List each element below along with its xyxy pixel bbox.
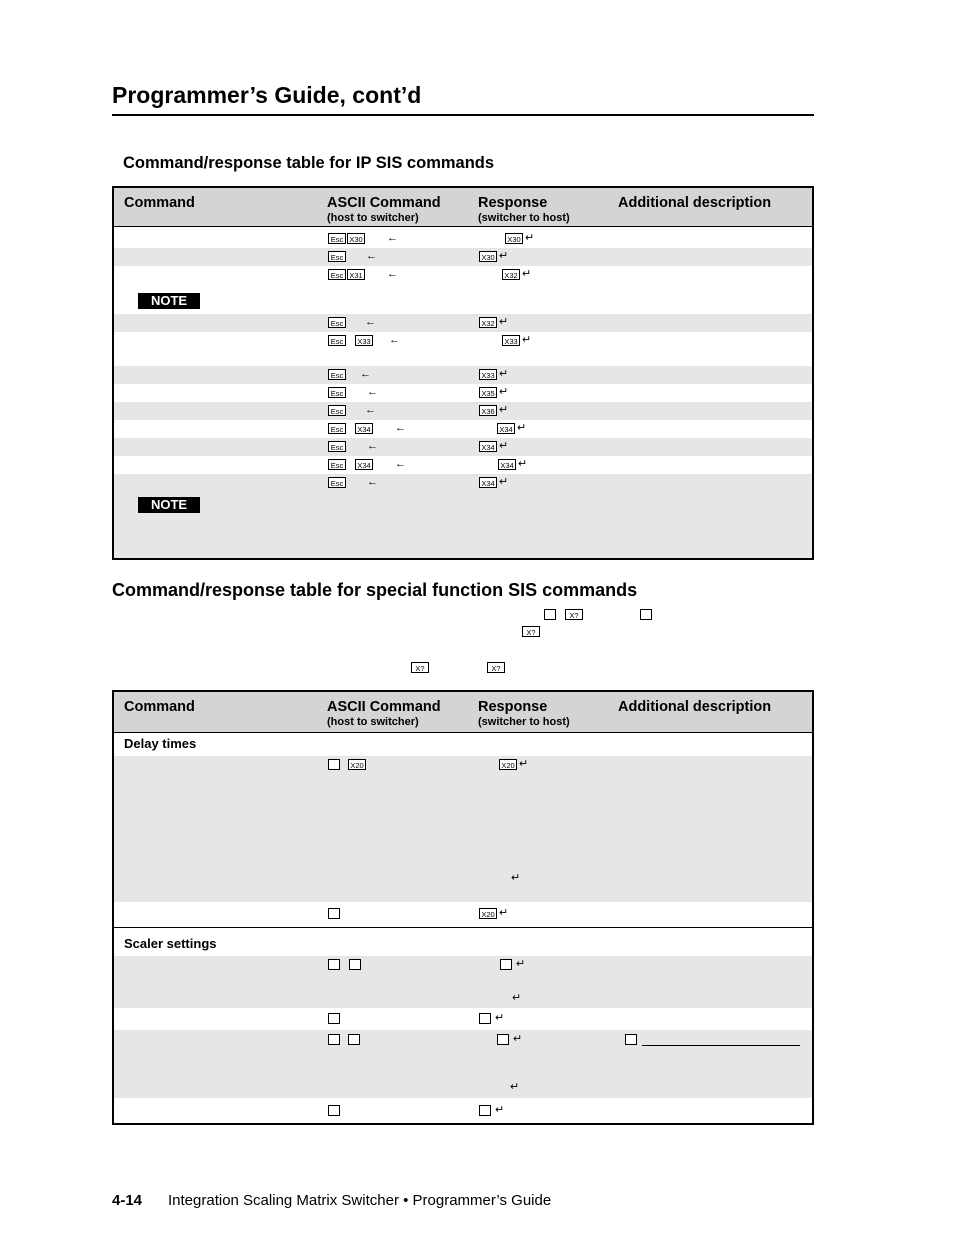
- variable-box: [328, 759, 340, 770]
- title-rule: [112, 114, 814, 116]
- return-icon: ↵: [518, 458, 528, 470]
- variable-box: X34: [479, 441, 497, 452]
- variable-box: X33: [479, 369, 497, 380]
- col-ascii-sub: (host to switcher): [327, 212, 419, 224]
- left-arrow-icon: ←: [366, 250, 377, 262]
- return-icon: ↵: [510, 1081, 520, 1093]
- return-icon: ↵: [517, 422, 527, 434]
- variable-box: X34: [497, 423, 515, 434]
- left-arrow-icon: ←: [360, 368, 371, 380]
- table-row: [114, 902, 812, 926]
- section-label-delay-times: Delay times: [124, 736, 197, 751]
- variable-box: [479, 1013, 491, 1024]
- variable-box: X?: [487, 662, 505, 673]
- esc-key: Esc: [328, 477, 346, 488]
- table-row: [114, 402, 812, 420]
- variable-box: X33: [502, 335, 520, 346]
- variable-box: X30: [479, 251, 497, 262]
- variable-box: X20: [479, 908, 497, 919]
- return-icon: ↵: [499, 386, 509, 398]
- variable-box: X34: [479, 477, 497, 488]
- left-arrow-icon: ←: [367, 440, 378, 452]
- col-ascii-sub: (host to switcher): [327, 716, 419, 728]
- return-icon: ↵: [499, 368, 509, 380]
- esc-key: Esc: [328, 441, 346, 452]
- col-response-sub: (switcher to host): [478, 212, 570, 224]
- return-icon: ↵: [512, 992, 522, 1004]
- esc-key: Esc: [328, 459, 346, 470]
- left-arrow-icon: ←: [387, 268, 398, 280]
- variable-box: [328, 1013, 340, 1024]
- variable-box: [348, 1034, 360, 1045]
- variable-box: X34: [498, 459, 516, 470]
- variable-box: X20: [499, 759, 517, 770]
- table-row: [114, 756, 812, 902]
- section-label-scaler-settings: Scaler settings: [124, 936, 217, 951]
- variable-box: [640, 609, 652, 620]
- left-arrow-icon: ←: [387, 232, 398, 244]
- footer-text: Integration Scaling Matrix Switcher • Programmer’s Guide: [168, 1192, 552, 1209]
- return-icon: ↵: [519, 758, 529, 770]
- return-icon: ↵: [495, 1012, 505, 1024]
- col-response: Response: [478, 195, 548, 211]
- section-heading-special-function: Command/response table for special function SIS commands: [112, 580, 638, 600]
- left-arrow-icon: ←: [389, 334, 400, 346]
- return-icon: ↵: [499, 907, 509, 919]
- esc-key: Esc: [328, 233, 346, 244]
- table-row: [114, 438, 812, 456]
- return-icon: ↵: [513, 1033, 523, 1045]
- table-row: [114, 384, 812, 402]
- left-arrow-icon: ←: [365, 404, 376, 416]
- left-arrow-icon: ←: [395, 422, 406, 434]
- variable-box: X20: [348, 759, 366, 770]
- table-row: [114, 1008, 812, 1030]
- return-icon: ↵: [495, 1104, 505, 1116]
- variable-box: [625, 1034, 637, 1045]
- return-icon: ↵: [499, 250, 509, 262]
- variable-box: X?: [522, 626, 540, 637]
- table-row: [114, 314, 812, 332]
- variable-box: X35: [479, 387, 497, 398]
- table-row: [114, 366, 812, 384]
- return-icon: ↵: [499, 476, 509, 488]
- variable-box: X36: [479, 405, 497, 416]
- note-badge: NOTE: [138, 293, 200, 309]
- section-divider: [114, 927, 812, 928]
- variable-box: X33: [355, 335, 373, 346]
- variable-box: X31: [347, 269, 365, 280]
- esc-key: Esc: [328, 251, 346, 262]
- col-ascii: ASCII Command: [327, 195, 441, 211]
- table-row: [114, 266, 812, 314]
- underline: [642, 1045, 800, 1046]
- footer-page-number: 4-14: [112, 1192, 143, 1209]
- table-header: [114, 692, 812, 733]
- esc-key: Esc: [328, 423, 346, 434]
- return-icon: ↵: [499, 440, 509, 452]
- variable-box: X?: [565, 609, 583, 620]
- esc-key: Esc: [328, 405, 346, 416]
- table-row: [114, 332, 812, 366]
- left-arrow-icon: ←: [367, 476, 378, 488]
- col-response: Response: [478, 699, 548, 715]
- variable-box: [500, 959, 512, 970]
- table-row: [114, 956, 812, 1008]
- variable-box: X?: [411, 662, 429, 673]
- variable-box: X32: [502, 269, 520, 280]
- variable-box: X30: [505, 233, 523, 244]
- note-badge: NOTE: [138, 497, 200, 513]
- variable-box: X34: [355, 423, 373, 434]
- col-command: Command: [124, 195, 195, 211]
- return-icon: ↵: [525, 232, 535, 244]
- return-icon: ↵: [522, 334, 532, 346]
- left-arrow-icon: ←: [395, 458, 406, 470]
- esc-key: Esc: [328, 335, 346, 346]
- col-ascii: ASCII Command: [327, 699, 441, 715]
- variable-box: [497, 1034, 509, 1045]
- table-row: [114, 248, 812, 266]
- section-heading-ip-sis: Command/response table for IP SIS commands: [123, 154, 495, 172]
- return-icon: ↵: [499, 404, 509, 416]
- esc-key: Esc: [328, 387, 346, 398]
- variable-box: X34: [355, 459, 373, 470]
- col-additional: Additional description: [618, 699, 772, 715]
- return-icon: ↵: [511, 872, 521, 884]
- variable-box: [328, 1034, 340, 1045]
- left-arrow-icon: ←: [365, 316, 376, 328]
- table-row: [114, 474, 812, 558]
- variable-box: X32: [479, 317, 497, 328]
- page-title: Programmer’s Guide, cont’d: [112, 82, 422, 108]
- left-arrow-icon: ←: [367, 386, 378, 398]
- col-additional: Additional description: [618, 195, 772, 211]
- ip-sis-table: [112, 186, 814, 560]
- return-icon: ↵: [499, 316, 509, 328]
- col-command: Command: [124, 699, 195, 715]
- table-row: [114, 456, 812, 474]
- variable-box: [328, 1105, 340, 1116]
- esc-key: Esc: [328, 269, 346, 280]
- table-header: [114, 188, 812, 227]
- table-row: [114, 1098, 812, 1123]
- variable-box: [328, 908, 340, 919]
- variable-box: [479, 1105, 491, 1116]
- table-row: [114, 1030, 812, 1098]
- esc-key: Esc: [328, 369, 346, 380]
- esc-key: Esc: [328, 317, 346, 328]
- variable-box: [544, 609, 556, 620]
- table-row: [114, 230, 812, 248]
- table-row: [114, 420, 812, 438]
- variable-box: [349, 959, 361, 970]
- return-icon: ↵: [516, 958, 526, 970]
- variable-box: X30: [347, 233, 365, 244]
- return-icon: ↵: [522, 268, 532, 280]
- variable-box: [328, 959, 340, 970]
- special-function-sis-table: [112, 690, 814, 1125]
- col-response-sub: (switcher to host): [478, 716, 570, 728]
